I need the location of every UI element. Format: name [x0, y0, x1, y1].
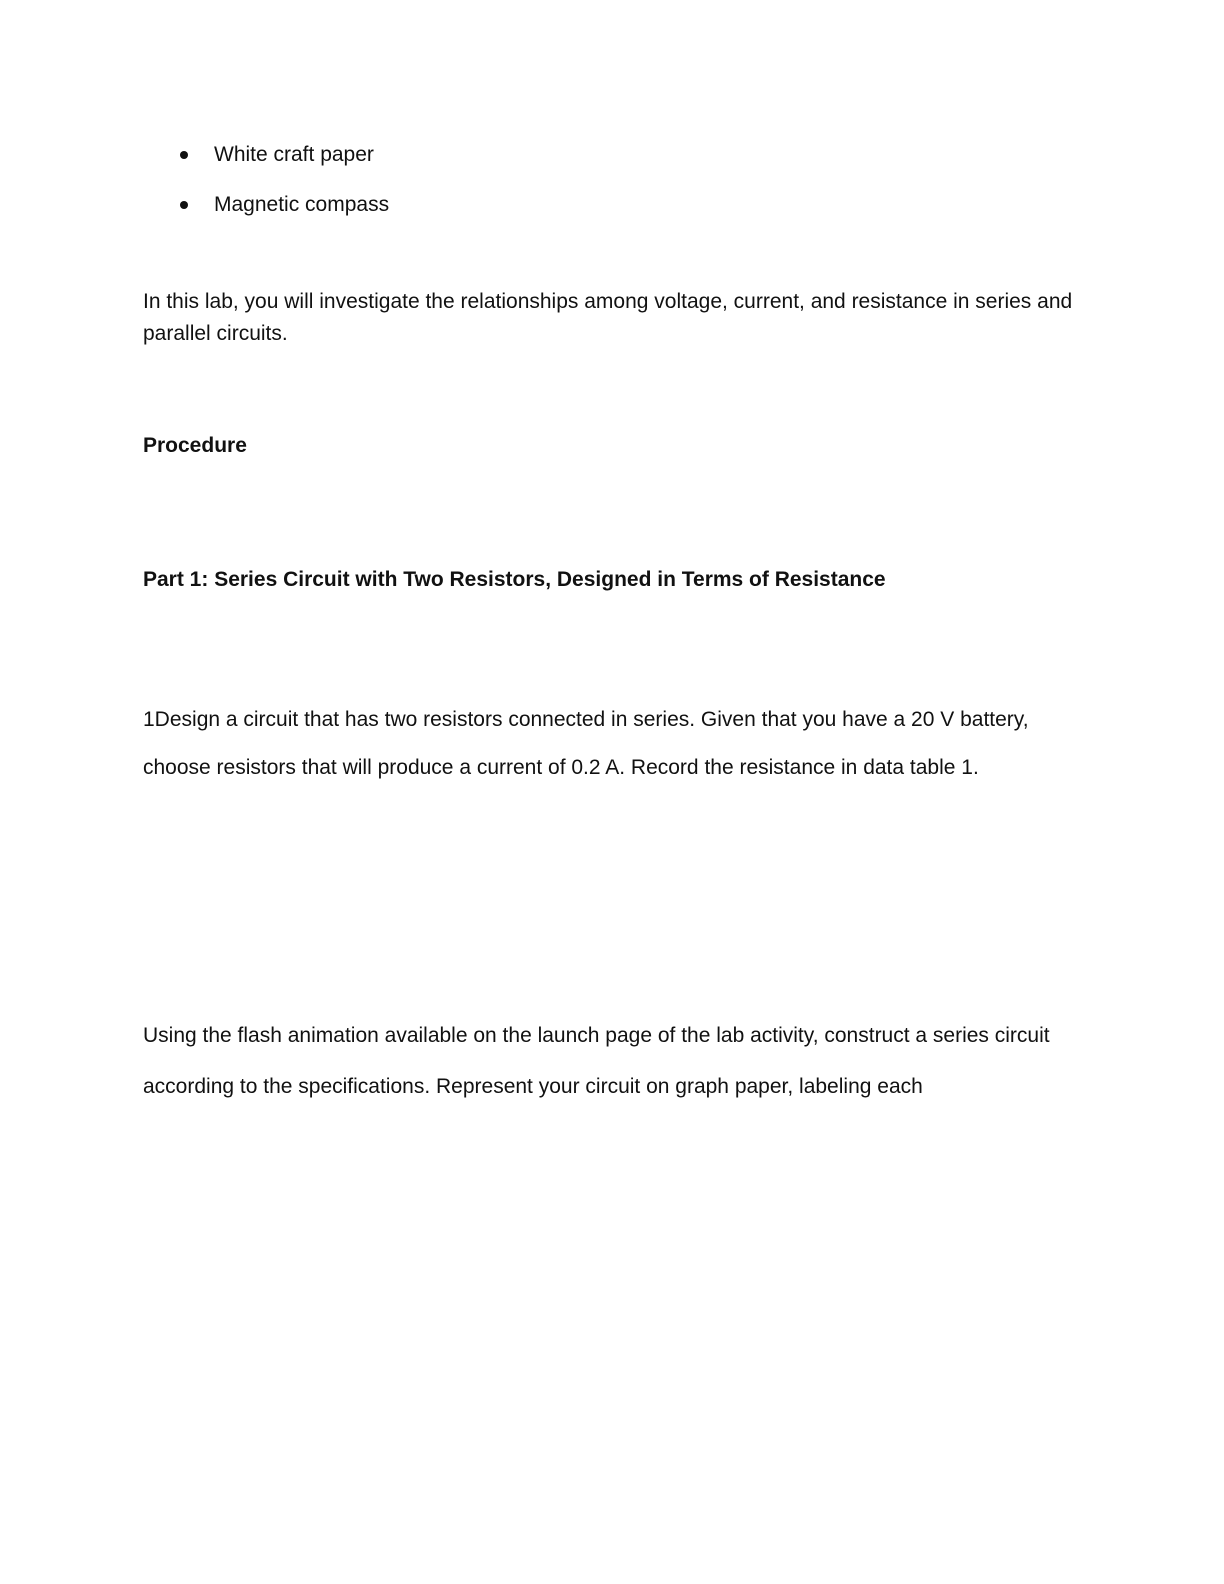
- list-item: [176, 188, 389, 222]
- bullet-icon: [180, 201, 188, 209]
- list-item-text: Magnetic compass: [214, 193, 390, 216]
- intro-paragraph: In this lab, you will investigate the relationships among voltage, current, and resistance in series and parallel circuits.: [143, 290, 1073, 345]
- bullet-icon: [180, 151, 188, 159]
- list-item: [176, 138, 389, 172]
- part-1-heading: Part 1: Series Circuit with Two Resistors, Designed in Terms of Resistance: [143, 568, 886, 591]
- step-2-paragraph: Using the flash animation available on the launch page of the lab activity, construct a series circuit according to the specifications. Represent your circuit on graph paper, labeling each: [143, 1024, 1050, 1098]
- list-item-text: White craft paper: [214, 143, 374, 166]
- procedure-heading: Procedure: [143, 434, 247, 457]
- materials-list: [176, 138, 389, 238]
- step-1-paragraph: 1Design a circuit that has two resistors connected in series. Given that you have a 20 V battery, choose resistors that will produce a current of 0.2 A. Record the resistance in data table 1.: [143, 708, 1029, 779]
